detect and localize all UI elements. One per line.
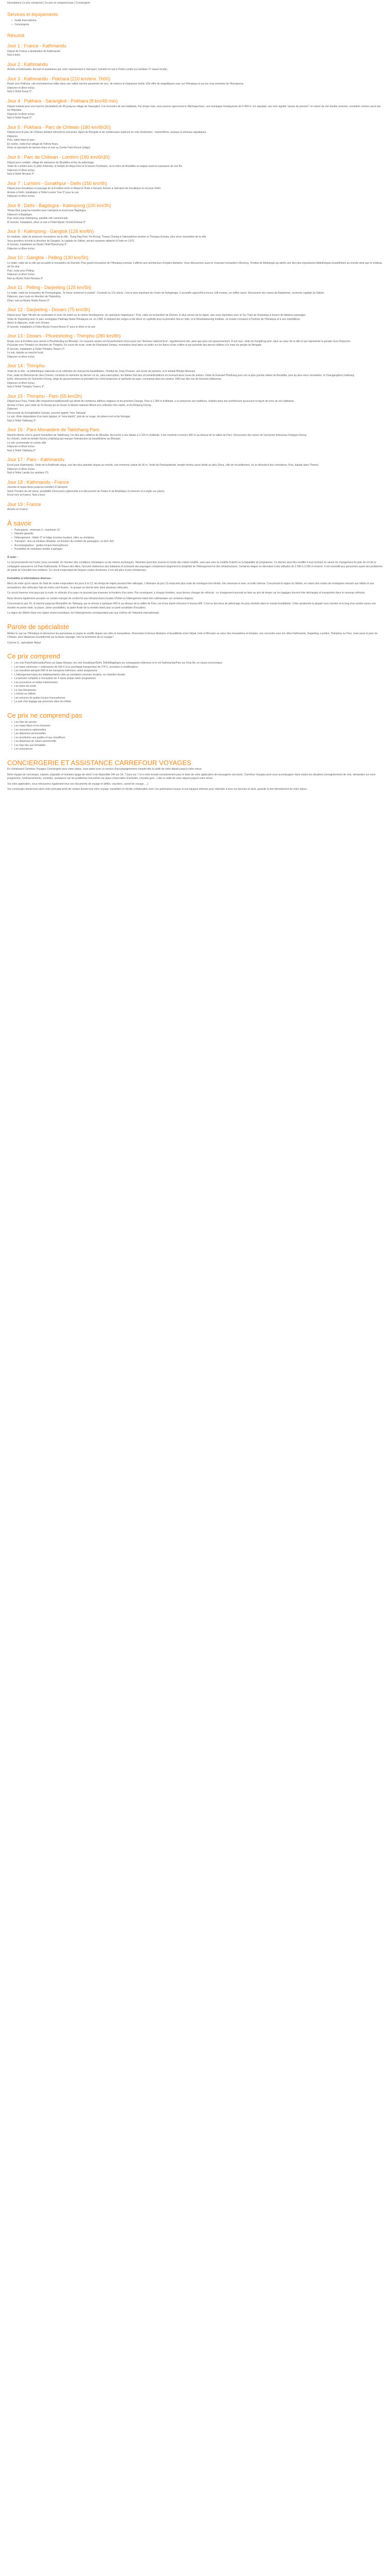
- day-line: Déjeuner et dîner inclus.: [7, 86, 36, 90]
- day-title: Jour 10 : Gangtok - Pelling (130 km/5h): [7, 255, 89, 261]
- resume-title: Résumé: [7, 33, 25, 39]
- formalites-paragraph: Concernant le jour 16, la marche jusqu'au Monastère de Taktsang, qui se dresse à quelques 900 m au-dessus de la vallée de Paro, est d'une durée d'environ 6 heures A/R. C'est un des lieux de pèlerinage les plus vénérés dans le monde bouddhiste. Cette randonnée la plupart sous montée et le long d'un sentier assez une montée en pente raide, la placer. Selon possibilités, la partie finale de la montée étant pour un parti constituée d'escaliers.: [7, 602, 376, 609]
- list-item: • Les pourboires aux guides et aux chauffeurs: [11, 736, 384, 740]
- day-title: Jour 15 : Thimphu - Paro (55 km/2h): [7, 393, 82, 399]
- day-line: Dîner, nuit au Mystic Radio Resort 3*.: [7, 299, 51, 302]
- itinerary-day: [7, 255, 384, 281]
- price-excludes-list: [7, 721, 384, 752]
- formalites-paragraph: La région du Sikkim étant une région sismo-touristique, les hébergements correspondant pas aux critères de l'industrie internationale.: [7, 612, 160, 615]
- concierge-paragraph: En choisissant Carrefour Voyages Conciergerie pour votre séjour, vous optez pour un service d'accompagnement complet dès la veille de votre départ jusqu'à votre retour.: [7, 768, 202, 771]
- itinerary-day: [7, 98, 384, 121]
- day-line: Déjeuner et dîner inclus.: [7, 381, 36, 385]
- day-title: Jour 13 : Dooars - Phuntsholing - Thimphu (280 km/8h): [7, 333, 121, 339]
- day-line: Envol vers la France. Nuit à bord.: [7, 494, 46, 497]
- itinerary-day: [7, 394, 384, 423]
- list-item: • Les frais liés aux formalités: [11, 744, 384, 748]
- itinerary-day: [7, 203, 384, 225]
- list-item: • Départs garantis: [11, 532, 384, 536]
- day-line: Nuit à l'hôtel Olathang 3*.: [7, 419, 37, 422]
- price-excludes-title: Ce prix ne comprend pas: [7, 711, 83, 719]
- day-line: À l'arrivée, installation à l'hôtel Mystic Forest Resort 3* pour le dîner et la nuit.: [7, 325, 96, 329]
- list-item: • La pension complète à l'exception de 4 repas (repas selon programme): [11, 677, 384, 681]
- day-line: Enfin, découverte du Tashichho Dzong, siège du gouvernement où président les chefs temporels et spirituels du pays, reconstruit dans les années 1960 par des rois de Gerezim bâtisseurs.: [7, 378, 222, 381]
- day-line: Nuit à bord.: [7, 54, 21, 57]
- day-line: Envol pour Kathmandu. Visite de la Bodhnath stupa, une des plus grandes stupas au monde, une immense statue de 36 m. Visite de Pashupatinath, temple hindou sacré dédié au dieu Shiva, ville de recueillement, où se déroulent des crémations. Puis, balade dans Thamel.: [7, 464, 319, 467]
- day-line: Déjeuner et dîner inclus.: [7, 168, 36, 172]
- breadcrumb-link-price-excludes[interactable]: Ce prix ne comprend pas: [44, 2, 74, 5]
- day-line: Après le déjeuner, route vers Dooars.: [7, 321, 50, 325]
- day-line: Nuit au Mystic Hotel Nirvana 3*.: [7, 277, 44, 280]
- day-title: Jour 5 : Pokhara - Parc de Chitwan (180 km/6h30): [7, 124, 111, 130]
- day-title: Jour 3 : Kathmandu - Pokhara (210 km/env. 7h00): [7, 76, 110, 81]
- day-title: Jour 8 : Delhi - Bagdogra - Kalimpong (100 km/3h): [7, 202, 111, 208]
- day-line: Nuit à l'hôtel Landis (ou similaire 3*).: [7, 471, 49, 475]
- day-line: Puis, visite du Memorial de Jera Chorten, construit en mémoire du dernier roi où, sans interruption, les fidèles font des circumambulations en tournant leurs roues de prières. Visite du Kuensel Phodrang pour voir la plus grande statue de Bouddha, puis du plus vieux monastère, le Changangkha Lhakhang.: [7, 374, 355, 377]
- day-line: Départ pour Paro. Petite ville résolument traditionnelle qui abrite de nombreux édifices religieux et les premiers Dzongs. Paro à 2 280 m d'altitude, a su préserver ses traditions, visibles dans son architecture qu'aucune la façon de vivre de ses habitants.: [7, 400, 295, 403]
- itinerary-day: [7, 480, 384, 498]
- resume-section: [7, 33, 384, 512]
- day-line: Départ pour Gorakhpur et passage de la frontière entre le Népal et l'Inde à Sonauli. Arrivée à l'aéroport de Gorakhpur et vol pour Delhi.: [7, 187, 161, 191]
- day-line: Nuit à l'hôtel Olathang 3*.: [7, 449, 37, 452]
- day-title: Jour 6 : Parc de Chitwan - Lumbini (190 km/6h30): [7, 154, 110, 160]
- list-item: • Les excursions et visites mentionnées: [11, 681, 384, 685]
- day-title: Jour 2 : Kathmandu: [7, 61, 48, 67]
- day-line: Découverte du Dzongkhakhe Gompa, souvent appelé "mini Taksang".: [7, 411, 87, 415]
- day-line: Journée et repas libres jusqu'au transfert à l'aéroport.: [7, 486, 69, 489]
- concierge-section: [7, 759, 384, 792]
- formalites-section: [7, 577, 384, 616]
- day-title: Jour 14 : Thimphu: [7, 363, 45, 369]
- list-item: • Les taxes aériennes + redevances de 336 € et la surcharge transporteur de 274 €, soumises à modifications: [11, 666, 384, 670]
- concierge-title: CONCIERGERIE ET ASSISTANCE CARREFOUR VOYAGES: [7, 758, 191, 767]
- itinerary-day: [7, 181, 384, 199]
- itinerary-day: [7, 363, 384, 389]
- day-line: Vous prendrez ensuite la direction de Gangtok, la capitale du Sikkim, ancien royaume rattaché à l'Inde en 1975.: [7, 239, 135, 243]
- day-line: Dîner et spectacle de danses tharu et nuit au Center Park Resort (lodge).: [7, 146, 91, 150]
- formalites-paragraph: Ce circuit traverse trois pays par la route, le véhicule d'un pays ne pouvant pas traverser la frontière d'un autre. Par conséquent, à chaque frontière, vous devrez changer de véhicule : ce changement pourrait se faire au prix de temps car les bagages devront être déchargés et transportés dans le nouveau véhicule.: [7, 591, 366, 595]
- itinerary-day: [7, 76, 384, 94]
- list-item: • Le visa bhoutanais: [11, 689, 384, 693]
- list-item: • Accompagnateur : guides locaux francophones: [11, 544, 384, 548]
- itinerary-day: [7, 307, 384, 329]
- day-line: Route vers Pokhara, cité enchanteresse bâtie dans une vallée sereine parsemée de lacs, de rivières et d'épaisses forêts. Elle offre de magnifiques vues sur l'Himalaya et sur les cinq sommets de l'Annapurna.: [7, 82, 244, 86]
- concierge-paragraph: Via votre application, vous retrouverez également tous vos documents de voyage et défiés, vouchers, carnet de voyage, ...).: [7, 782, 149, 786]
- day-line: Déjeuner et dîner inclus.: [7, 445, 36, 449]
- day-line: Visite de Darjeeling avec le parc zoologique Padmaja Naidu Himalayan où, en 1995, le léopard des neiges a été élevé en captivité pour la première fois en Inde, et le Mountaineering Institute, un musée consacré à l'histoire de l'Himalaya et à ses expéditions.: [7, 317, 301, 321]
- day-title: Jour 7 : Lumbini - Gorakhpur - Delhi (150 km/4h): [7, 180, 107, 186]
- specialist-section: [7, 623, 384, 645]
- list-item: • Les dépenses de nature personnelle: [11, 740, 384, 744]
- list-item: • Les assurances: [11, 748, 384, 752]
- day-line: Poursuite vers Thimphu en direction de Thimphu. En cours de route, visite de Kharbandi Gompa, monastère situé dans un jardin sur les flancs d'une colline et qui possède des pierres taillées à la main du peuple du Bengale.: [7, 344, 262, 347]
- day-line: Marche directe vers le grand monastère de Taktshang, l'un des plus célèbres du Bhoutan. Accroché à une falaise à 3 120 m d'altitude, il est construit à environ 900 m au-dessus de la vallée de Paro. Découverte des ruines de l'ancienne forteresse Drukgyel Dzong.: [7, 433, 307, 437]
- day-line: Puis, safari dans le parc.: [7, 139, 36, 142]
- list-item: • Le port d'un bagage par personne dans les hôtels: [11, 700, 384, 704]
- day-line: Déjeuner et dîner inclus.: [7, 355, 36, 359]
- day-line: Le soir, balade au marché local.: [7, 351, 44, 355]
- day-title: Jour 1 : France - Kathmandu: [7, 43, 67, 48]
- day-line: Temps libre jusqu'au transfert pour l'aéroport et envol pour Bagdogra.: [7, 209, 87, 213]
- day-line: Départ de France à destination de Kathmandu.: [7, 49, 61, 53]
- day-line: Départ pour Lumbini, village de naissance de Bouddha et lieu de pèlerinage.: [7, 161, 95, 164]
- day-title: Jour 16 : Paro Monastère de Taktshang Paro: [7, 427, 100, 433]
- list-item: • Les dépenses personnelles: [11, 732, 384, 736]
- day-line: Déjeuner à Bagdogra.: [7, 213, 32, 216]
- price-includes-title: Ce prix comprend: [7, 652, 60, 660]
- list-item: • Les transferts aéroport A/R et les transports intérieurs, selon programme: [11, 669, 384, 673]
- day-title: Jour 17 : Paro - Kathmandu: [7, 457, 64, 463]
- day-title: Jour 12 : Darjeeling - Dooars (75 km/3h): [7, 307, 90, 313]
- itinerary-day: [7, 427, 384, 453]
- list-item: • Les repas libres et les boissons: [11, 724, 384, 728]
- breadcrumb-separator: |: [73, 2, 76, 5]
- breadcrumb-link-descriptions[interactable]: Descriptions Ce prix comprend: [7, 2, 43, 5]
- itinerary-days: [7, 43, 384, 512]
- formalites-heading: Formalités et informations diverses :: [7, 577, 53, 580]
- formalites-paragraph: Nous devons également accepter un certain manque de confort lié aux infrastructures locales (l'hôtel ou hébergement étant très rudimentaire sur certaines étapes).: [7, 597, 194, 600]
- list-item: • Transport : bus ou minibus climatisé, en fonction du nombre de passagers, ou bien 4x4: [11, 540, 384, 544]
- itinerary-day: [7, 62, 384, 72]
- note-paragraph: Le circuit présenté est l'ordre (sous conseillé). En fonction des conditions climatiques ou de critères techniques, l'itinéraire peut être inversé et l'ordre des visites modifié, sans que cela ne modifie l'intérêt ou la faisabilité du programme. Ce dernier peut être modifié à tout moment en raison du changement du plan de vol de la compagnie assurant le vol Paro-Kathmandu. À l'heure des villes, l'accueil chaleureux des habitants et la beauté des paysages compensent largement la simplicité de l'hébergement et des infrastructures. Certaines étapes se déroulent à des altitudes de 2 000 à 3 200 m environ. Il est conseillé aux personnes ayant des problèmes de santé de consulter leur médecin. Ce circuit empruntant de longues routes sinueuses, il est cité plus et peu entretenues.: [7, 561, 383, 572]
- itinerary-day: [7, 457, 384, 475]
- a-savoir-list: [7, 529, 384, 552]
- day-line: Le soir, promenade en centre-ville.: [7, 441, 47, 445]
- day-line: Départ pour le parc de Chitwan abritant rhinocéros unicornes, tigres du Bengale et de nombreuses espèces en voie d'extinction : mammifères, oiseaux et animaux aquatiques.: [7, 131, 207, 134]
- specialist-paragraph: Mettez le cap sur l'Himalaya et découvrez les panoramas à couper le souffle depuis ses cités et monastères. Ressentez la ferveur tibétaine et bouddhiste entre Népal, Inde et Bhoutan au cœur des monastères et temples, une rencontre avec les villes Kathmandu, Darjeeling, Lumbini, Thimphou ou Paro, mais aussi le parc de Chitwan, pour fabuleuse exceptionnel sur la faune sauvage, voici la promesse de ce voyage !: [7, 632, 378, 639]
- day-line: Déjeuner et dîner inclus.: [7, 247, 36, 250]
- itinerary-day: [7, 333, 384, 359]
- list-item: • Les taxes de sortie: [11, 685, 384, 689]
- day-line: Puis route pour Kalimpong, paisible cité commerciale.: [7, 217, 69, 221]
- a-savoir-section: [7, 519, 384, 552]
- note-section: [7, 556, 384, 573]
- page: [0, 0, 391, 800]
- day-line: Puis, route pour Pelling.: [7, 269, 35, 273]
- services-list: [7, 19, 384, 27]
- day-line: Nuit à l'hôtel Thimphu Towers 3*.: [7, 385, 45, 388]
- day-line: Déjeuner et dîner inclus.: [7, 467, 36, 471]
- day-line: Le matin, visite de la ville qui accueille le monastère de Rumtek. Plus grand monastère de l'Himalaya oriental, il affiche une architecture d'origine tibétaine. Vous découvrirez aussi le charmant monastère d'Enchey, l'Institut de tibétologie qui abrite une des plus importantes bibliothèques bouddhistes au monde ainsi que le château de Do-drul.: [7, 261, 382, 269]
- day-line: Arrivée à Delhi, installation à l'hôtel Lemon Tree 3* pour la nuit.: [7, 191, 79, 194]
- a-savoir-title: À savoir: [7, 519, 31, 527]
- day-line: Visite de la ville : la bibliothèque nationale et sa collection de manuscrits bouddhistes, l'Institut de Zorig Chusum, une école de peinture, et le temple Bhutan Museum.: [7, 370, 196, 373]
- day-line: À l'arrivée, installation, dîner et nuit à l'hôtel Mystic Orchid Retreat 3*.: [7, 221, 87, 224]
- itinerary-day: [7, 155, 384, 177]
- day-line: Arrivée à Paro, puis visite du Ta Dzong qui se trouve le Musée national offrant une collection très variée, et du Rinpung Dzong.: [7, 403, 152, 407]
- list-item: • L'entrée au Sikkim: [11, 692, 384, 697]
- specialist-signature: Corinne G., spécialiste Népal: [7, 641, 41, 645]
- day-line: Nuit à l'hôtel Nirvana 3*.: [7, 173, 35, 176]
- day-line: Départ matinal pour une marche (facultative) de 45 jusqu'au village de Sarangkot, à la rencontre de ses habitants. Par temps clair, vous pourrez apercevoir le Machapuchare, une montagne himalayenne de 6 993 m. En népalais, son nom signifie "queue de poisson" en raison de son double sommet, considéré comme sacré par les Népalais.: [7, 105, 381, 112]
- day-line: Arrivée à Kathmandu. Accueil et assistance par notre représentant à l'aéroport, transfert et nuit à l'hôtel Landis (ou similaire 3* classe locale).: [7, 68, 168, 72]
- day-line: Déjeuner et dîner inclus.: [7, 112, 36, 116]
- list-item: • Guide francophone: [11, 19, 384, 23]
- note-heading: À noter :: [7, 555, 18, 559]
- day-line: En chemin, visite du temple Kyichu Lhakhang qui marque l'introduction du bouddhisme au Bhoutan.: [7, 437, 121, 441]
- day-line: En soirée, visite d'un village de l'ethnie tharu.: [7, 142, 59, 146]
- services-section: [7, 12, 384, 27]
- day-line: À l'arrivée, installation à l'hôtel Thimphu Towers 3*.: [7, 347, 66, 351]
- services-title: Services et équipements: [7, 11, 58, 17]
- itinerary-day: [7, 125, 384, 150]
- day-line: Nuit à l'hôtel Kasai 3*.: [7, 90, 32, 94]
- day-line: Le matin, visite du monastère de Pemayangtse, "le trésor universel et parfait". Construit au 17e siècle, c'est le plus important de l'ordre de Nyingmapa. Il accueille aujourd'hui encore 108 moines, un chiffre sacré. Découverte des ruines de Rabdentse, ancienne capitale du Sikkim.: [7, 291, 325, 295]
- day-title: Jour 18 : Kathmandu - France: [7, 479, 69, 485]
- day-line: Le soir, dîner dégustation d'un mets typique, le "ema datshi", plat de riz rouge, de piment vert et de fromage.: [7, 415, 131, 419]
- day-line: Nuit à l'hôtel Kasai 3*.: [7, 116, 32, 120]
- list-item: • Les vols Paris/Kathmandu/Paris sur Qatar Airways, les vols Gorakhpur/Delhi, Delhi/Bagdogra sur compagnies indiennes et le vol Kathmandu/Paro sur Druk Air, en classe économique: [11, 662, 384, 666]
- day-line: Déjeuner, puis route en direction de Darjeeling.: [7, 295, 61, 299]
- day-line: À l'arrivée, installation au Mystic Hotel Bumchung 3*.: [7, 243, 68, 247]
- list-item: • Participants : minimum 2 - maximum 16: [11, 529, 384, 533]
- list-item: • Les frais de service: [11, 721, 384, 725]
- list-item: • Les services de guides locaux francophones: [11, 697, 384, 701]
- day-line: Déjeuner.: [7, 134, 19, 138]
- price-includes-section: [7, 652, 384, 704]
- day-line: Visite de Lumbini avec le pilier d'Ashoka, le temple de Maya Devi et le bassin Pushkarni, où la mère de Bouddha se baigna avant la naissance de son fils.: [7, 165, 183, 168]
- formalites-paragraph: Merci de noter qu'en raison de l'état de routes empruntées les jours 9 et 12, les temps de trajets peuvent être rallongés. L'itinéraire du jour 13 emprunte plus route de montagne très étroite, très sinueuse et avec un trafic intense. Concernant la région du Sikkim, en raison des routes de montagnes menant aux hôtels et aux monastères, des véhicules Tata de moins sont fournis : le groupe se doit de tenir dans plusieurs véhicules.: [7, 582, 374, 589]
- day-line: En matinée, visite de plusieurs monastères de la ville : Dung Dag Paro Yin Kirong, Tharpa Choling à l'atmosphère sereine et Thongsa Gompa, plus vieux monastère de la ville.: [7, 235, 207, 239]
- day-title: Jour 19 : France: [7, 501, 41, 507]
- price-excludes-section: [7, 711, 384, 752]
- list-item: • Hébergement : hôtels 3* et lodge (normes locales), villes ou similaires: [11, 536, 384, 540]
- day-title: Jour 4 : Pokhara - Sarangkot - Pokhara (8 km/45 min): [7, 98, 118, 104]
- breadcrumb-separator: |: [42, 2, 45, 5]
- list-item: • L'hébergement dans les établissements cités au (similaires (normes locales), en chambre double: [11, 673, 384, 677]
- list-item: • Possibilité de chambres double à partager: [11, 548, 384, 552]
- breadcrumb: [7, 2, 384, 6]
- day-title: Jour 11 : Pelling - Darjeeling (125 km/5h): [7, 285, 91, 291]
- concierge-paragraph: Vos concierges deviennent alors votre principal point de contact durant tout votre voyage, travaillant en étroite collaboration avec nos partenaires locaux et nos équipes internes pour répondre à tous vos besoins et ainsi, garantir le bon déroulement de votre séjour.: [7, 788, 307, 791]
- day-line: Départ pour Tiger Hill afin de contempler le lever du soleil sur la chaîne himalayenne. Un spectacle majestueux ! Puis, visite du monastère de Ghoom, le plus ancien de la région, que vous rejoindrez avec le Toy Train de Darjeeling à travers de fabuleux paysages.: [7, 314, 306, 317]
- itinerary-day: [7, 502, 384, 512]
- day-title: Jour 9 : Kalimpong - Gangtok (126 km/6h): [7, 229, 94, 234]
- concierge-paragraph: Notre équipe de concierges, experts, joignable et humaine (gage de robot !) est disponible 24h sur 24, 7 jours sur 7 et à votre écoute exclusivement pour le biais de votre application de messagerie sécurisée. Carrefour Voyages peut vous accompagner dans toutes les situations (enregistrement de vols, demandes sur votre programme, remboursements, conseils), assistance sur les problèmes rencontrés sur place (réservation d'activités, conseils gare...) dès la veille de votre départ jusqu'à votre retour.: [7, 773, 376, 781]
- day-line: Arrivée en France.: [7, 508, 29, 512]
- breadcrumb-link-concierge[interactable]: Conciergerie: [75, 2, 90, 5]
- day-line: Route vers la frontière pour arriver à Phuntsholing au Bhoutan. Ce royaume ancien est farouchement connu pour son "bonheur national brut", régulièrement cité, ainsi que pour son gouvernement. À son tour, visite de Zangdhog pelri, situé au cœur de la ville et qui représente le paradis Guru Rinpoche.: [7, 340, 351, 343]
- price-includes-list: [7, 662, 384, 704]
- list-item: • Les excursions optionnelles: [11, 728, 384, 733]
- list-item: • Conciergerie: [11, 23, 384, 27]
- day-line: Déjeuner et dîner inclus.: [7, 273, 36, 277]
- day-line: Déjeuner et dîner inclus.: [7, 195, 36, 198]
- specialist-title: Parole de spécialiste: [7, 622, 69, 631]
- day-line: Selon l'horaire du vol retour, possibilité d'excursion optionnelle à la découverte du Palais et de Bhaktapur (à réserver et à régler sur place).: [7, 489, 165, 493]
- itinerary-day: [7, 43, 384, 58]
- itinerary-day: [7, 285, 384, 303]
- day-line: Déjeuner.: [7, 408, 19, 411]
- itinerary-day: [7, 229, 384, 251]
